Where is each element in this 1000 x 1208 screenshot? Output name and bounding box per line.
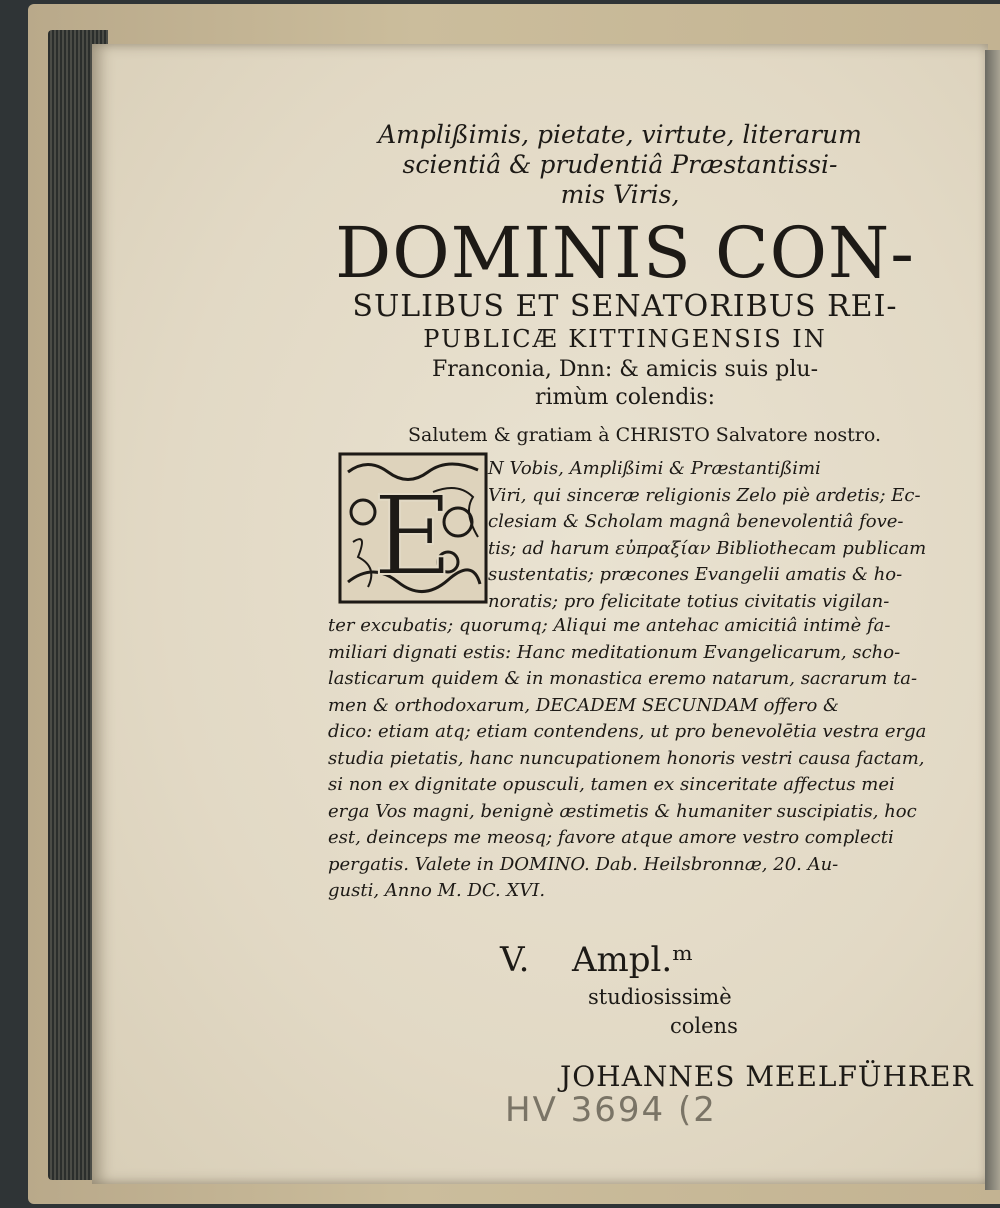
- ornamental-initial-e-icon: [338, 452, 488, 604]
- facing-page-edge: [985, 50, 1000, 1190]
- body-line: erga Vos magni, benignè æstimetis & humaniter suscipiatis, hoc: [328, 800, 917, 822]
- title-line-5: rimùm colendis:: [534, 385, 716, 410]
- title-franconia: [330, 344, 920, 412]
- dedication-heading: [330, 120, 910, 210]
- title-line-2: SULIBUS ET SENATORIBUS REI-: [352, 289, 898, 324]
- body-line: pergatis. Valete in DOMINO. Dab. Heilsbronnæ, 20. Au-: [328, 853, 839, 875]
- signature-colens: colens: [670, 1014, 738, 1038]
- body-line: N Vobis, Amplißimi & Præstantißimi: [488, 458, 821, 479]
- body-line: clesiam & Scholam magnâ benevolentiâ fove-: [488, 511, 904, 532]
- body-line: dico: etiam atq; etiam contendens, ut pro benevolētia vestra erga: [328, 721, 927, 742]
- ornamental-initial: [338, 452, 488, 604]
- body-line: noratis; pro felicitate totius civitatis vigilan-: [488, 590, 890, 612]
- body-line: Viri, qui sinceræ religionis Zelo piè ardetis; Ec-: [488, 484, 921, 506]
- body-full-width: [328, 613, 928, 905]
- body-line: si non ex dignitate opusculi, tamen ex sinceritate affectus mei: [328, 774, 895, 795]
- body-line: miliari dignati estis: Hanc meditationum Evangelicarum, scho-: [328, 641, 901, 663]
- library-shelfmark: HV 3694 (2: [505, 1090, 717, 1130]
- svg-text:E: E: [372, 472, 454, 600]
- salutation: Salutem & gratiam à CHRISTO Salvatore nostro.: [408, 424, 882, 446]
- body-line: sustentatis; præcones Evangelii amatis & ho-: [488, 564, 903, 585]
- signature-ampl: Ampl.ᵐ: [572, 940, 694, 980]
- signature-studiosissime: studiosissimè: [588, 985, 732, 1009]
- body-line: est, deinceps me meosq; favore atque amore vestro complecti: [328, 827, 894, 848]
- body-line: tis; ad harum εὐπραξίαν Bibliothecam publicam: [488, 537, 927, 559]
- heading-line-1: Amplißimis, pietate, virtute, literarum: [378, 120, 862, 149]
- title-line-4: Franconia, Dnn: & amicis suis plu-: [431, 357, 819, 382]
- heading-line-3: mis Viris,: [560, 180, 680, 209]
- signature-name: JOHANNES MEELFÜHRER: [560, 1060, 974, 1093]
- signature-v: V.: [500, 940, 530, 980]
- heading-line-2: scientiâ & prudentiâ Præstantissi-: [402, 150, 838, 179]
- body-line: lasticarum quidem & in monastica eremo natarum, sacrarum ta-: [328, 668, 918, 689]
- body-line: ter excubatis; quorumq; Aliqui me antehac amicitiâ intimè fa-: [328, 615, 891, 636]
- title-line-3-text: PUBLICÆ KITTINGENSIS IN: [423, 325, 827, 353]
- title-large: DOMINIS CON-: [335, 212, 915, 294]
- body-line: men & orthodoxarum, DECADEM SECUNDAM offero &: [328, 694, 840, 716]
- body-line: gusti, Anno M. DC. XVI.: [328, 880, 546, 901]
- body-beside-initial: [488, 456, 928, 615]
- body-line: studia pietatis, hanc nuncupationem honoris vestri causa factam,: [328, 747, 925, 769]
